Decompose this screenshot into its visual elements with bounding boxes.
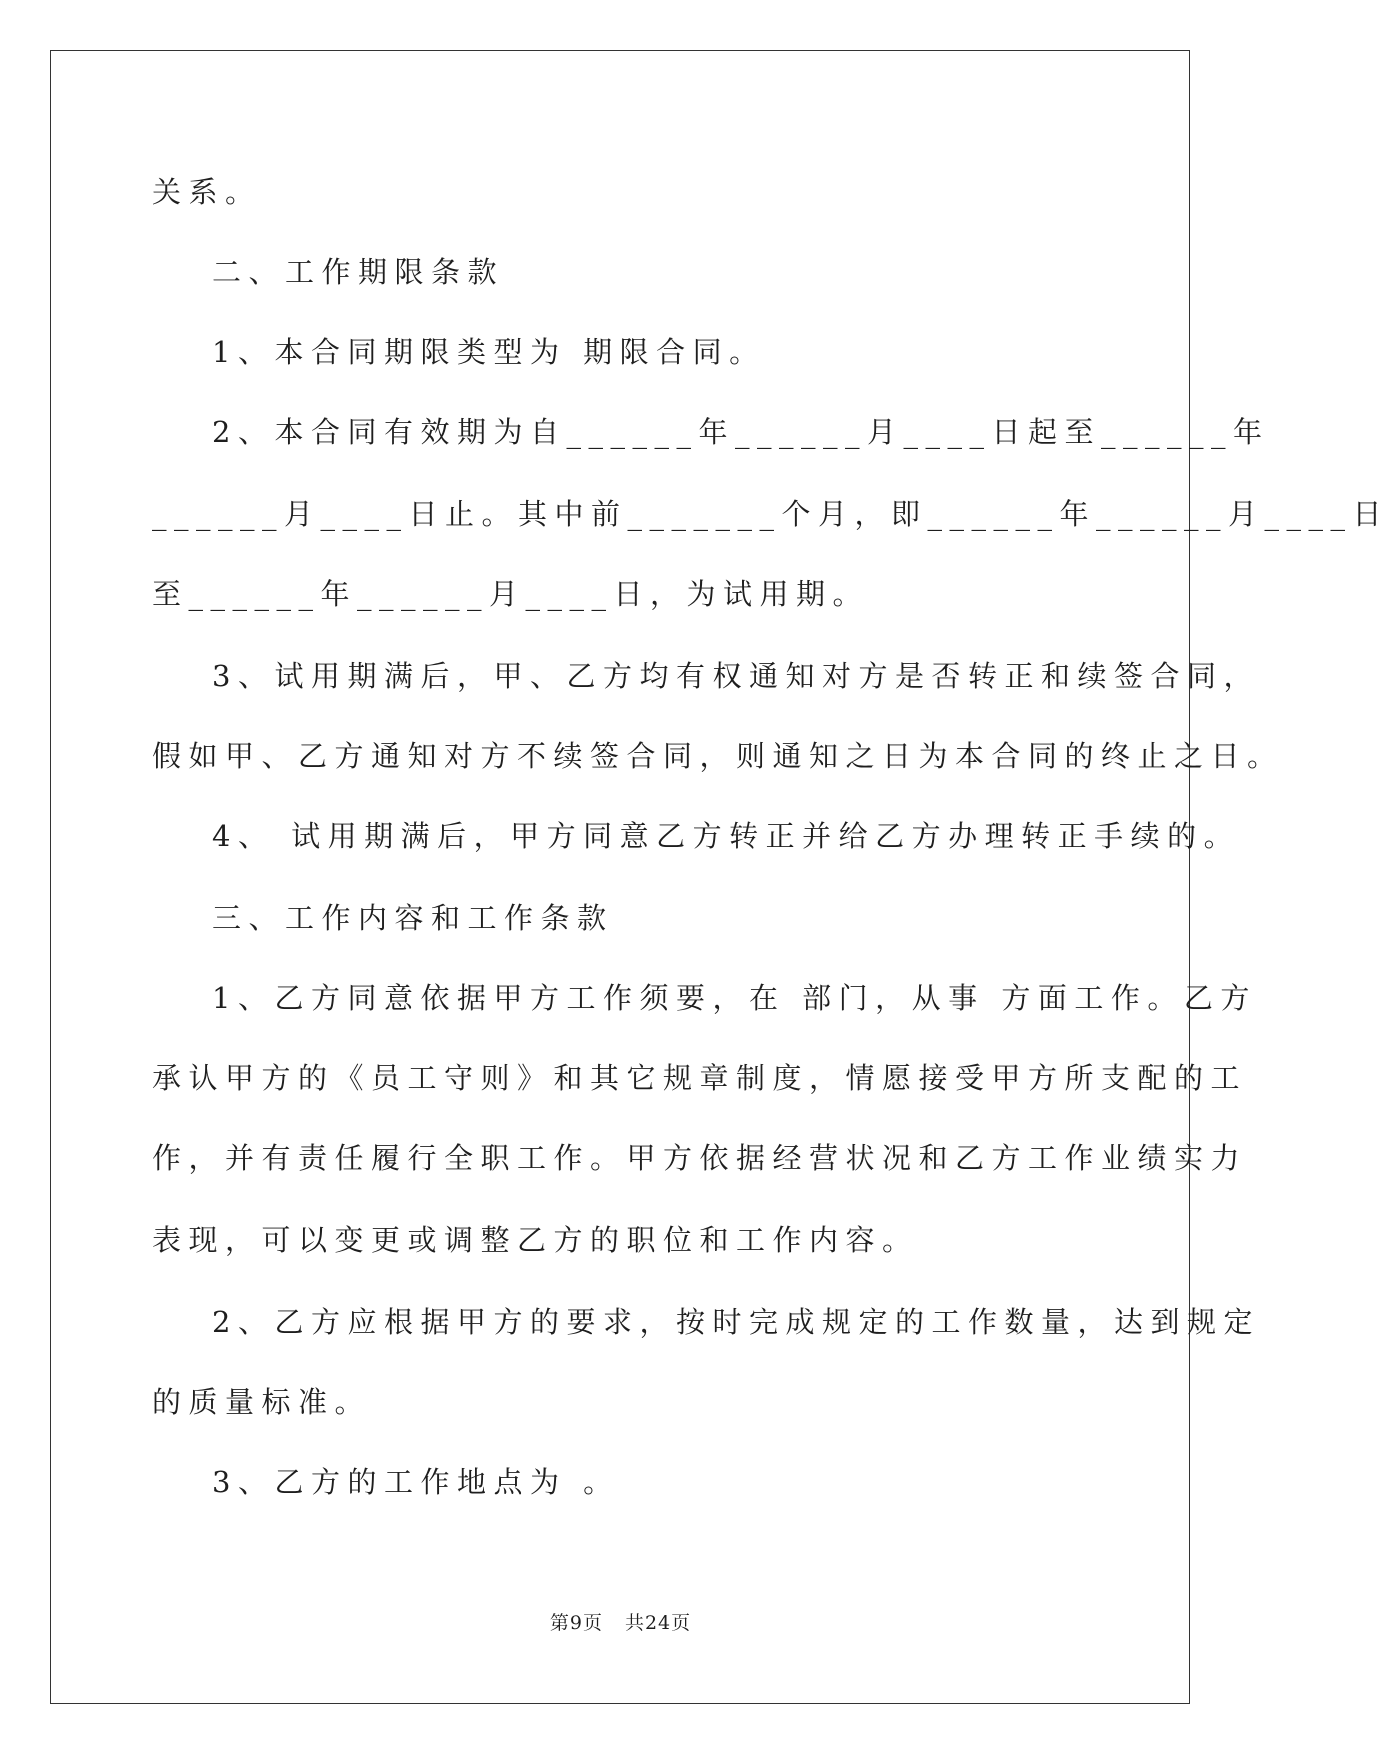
page-number: 第9页 bbox=[549, 1612, 603, 1634]
paragraph-line: 1、乙方同意依据甲方工作须要，在 部门，从事 方面工作。乙方 bbox=[212, 981, 1257, 1015]
paragraph-line: 2、本合同有效期为自______年______月____日起至______年 bbox=[212, 415, 1270, 449]
section-heading: 三、工作内容和工作条款 bbox=[212, 901, 614, 935]
paragraph-line: 2、乙方应根据甲方的要求，按时完成规定的工作数量，达到规定 bbox=[212, 1305, 1260, 1339]
paragraph-line: ______月____日止。其中前_______个月，即______年______月____日 bbox=[152, 497, 1389, 531]
paragraph-line: 关系。 bbox=[152, 175, 262, 209]
paragraph-line: 1、本合同期限类型为 期限合同。 bbox=[212, 335, 766, 369]
paragraph-line: 作，并有责任履行全职工作。甲方依据经营状况和乙方工作业绩实力 bbox=[152, 1141, 1248, 1175]
page-footer bbox=[0, 1608, 1241, 1635]
paragraph-line: 表现，可以变更或调整乙方的职位和工作内容。 bbox=[152, 1223, 919, 1257]
paragraph-line: 4、 试用期满后，甲方同意乙方转正并给乙方办理转正手续的。 bbox=[212, 819, 1241, 853]
page-border bbox=[50, 50, 1190, 1704]
paragraph-line: 的质量标准。 bbox=[152, 1385, 372, 1419]
page-total: 共24页 bbox=[624, 1612, 692, 1634]
paragraph-line: 3、乙方的工作地点为 。 bbox=[212, 1465, 620, 1499]
paragraph-line: 假如甲、乙方通知对方不续签合同，则通知之日为本合同的终止之日。 bbox=[152, 739, 1284, 773]
section-heading: 二、工作期限条款 bbox=[212, 255, 505, 289]
paragraph-line: 承认甲方的《员工守则》和其它规章制度，情愿接受甲方所支配的工 bbox=[152, 1061, 1248, 1095]
paragraph-line: 3、试用期满后，甲、乙方均有权通知对方是否转正和续签合同， bbox=[212, 659, 1260, 693]
paragraph-line: 至______年______月____日，为试用期。 bbox=[152, 577, 870, 611]
